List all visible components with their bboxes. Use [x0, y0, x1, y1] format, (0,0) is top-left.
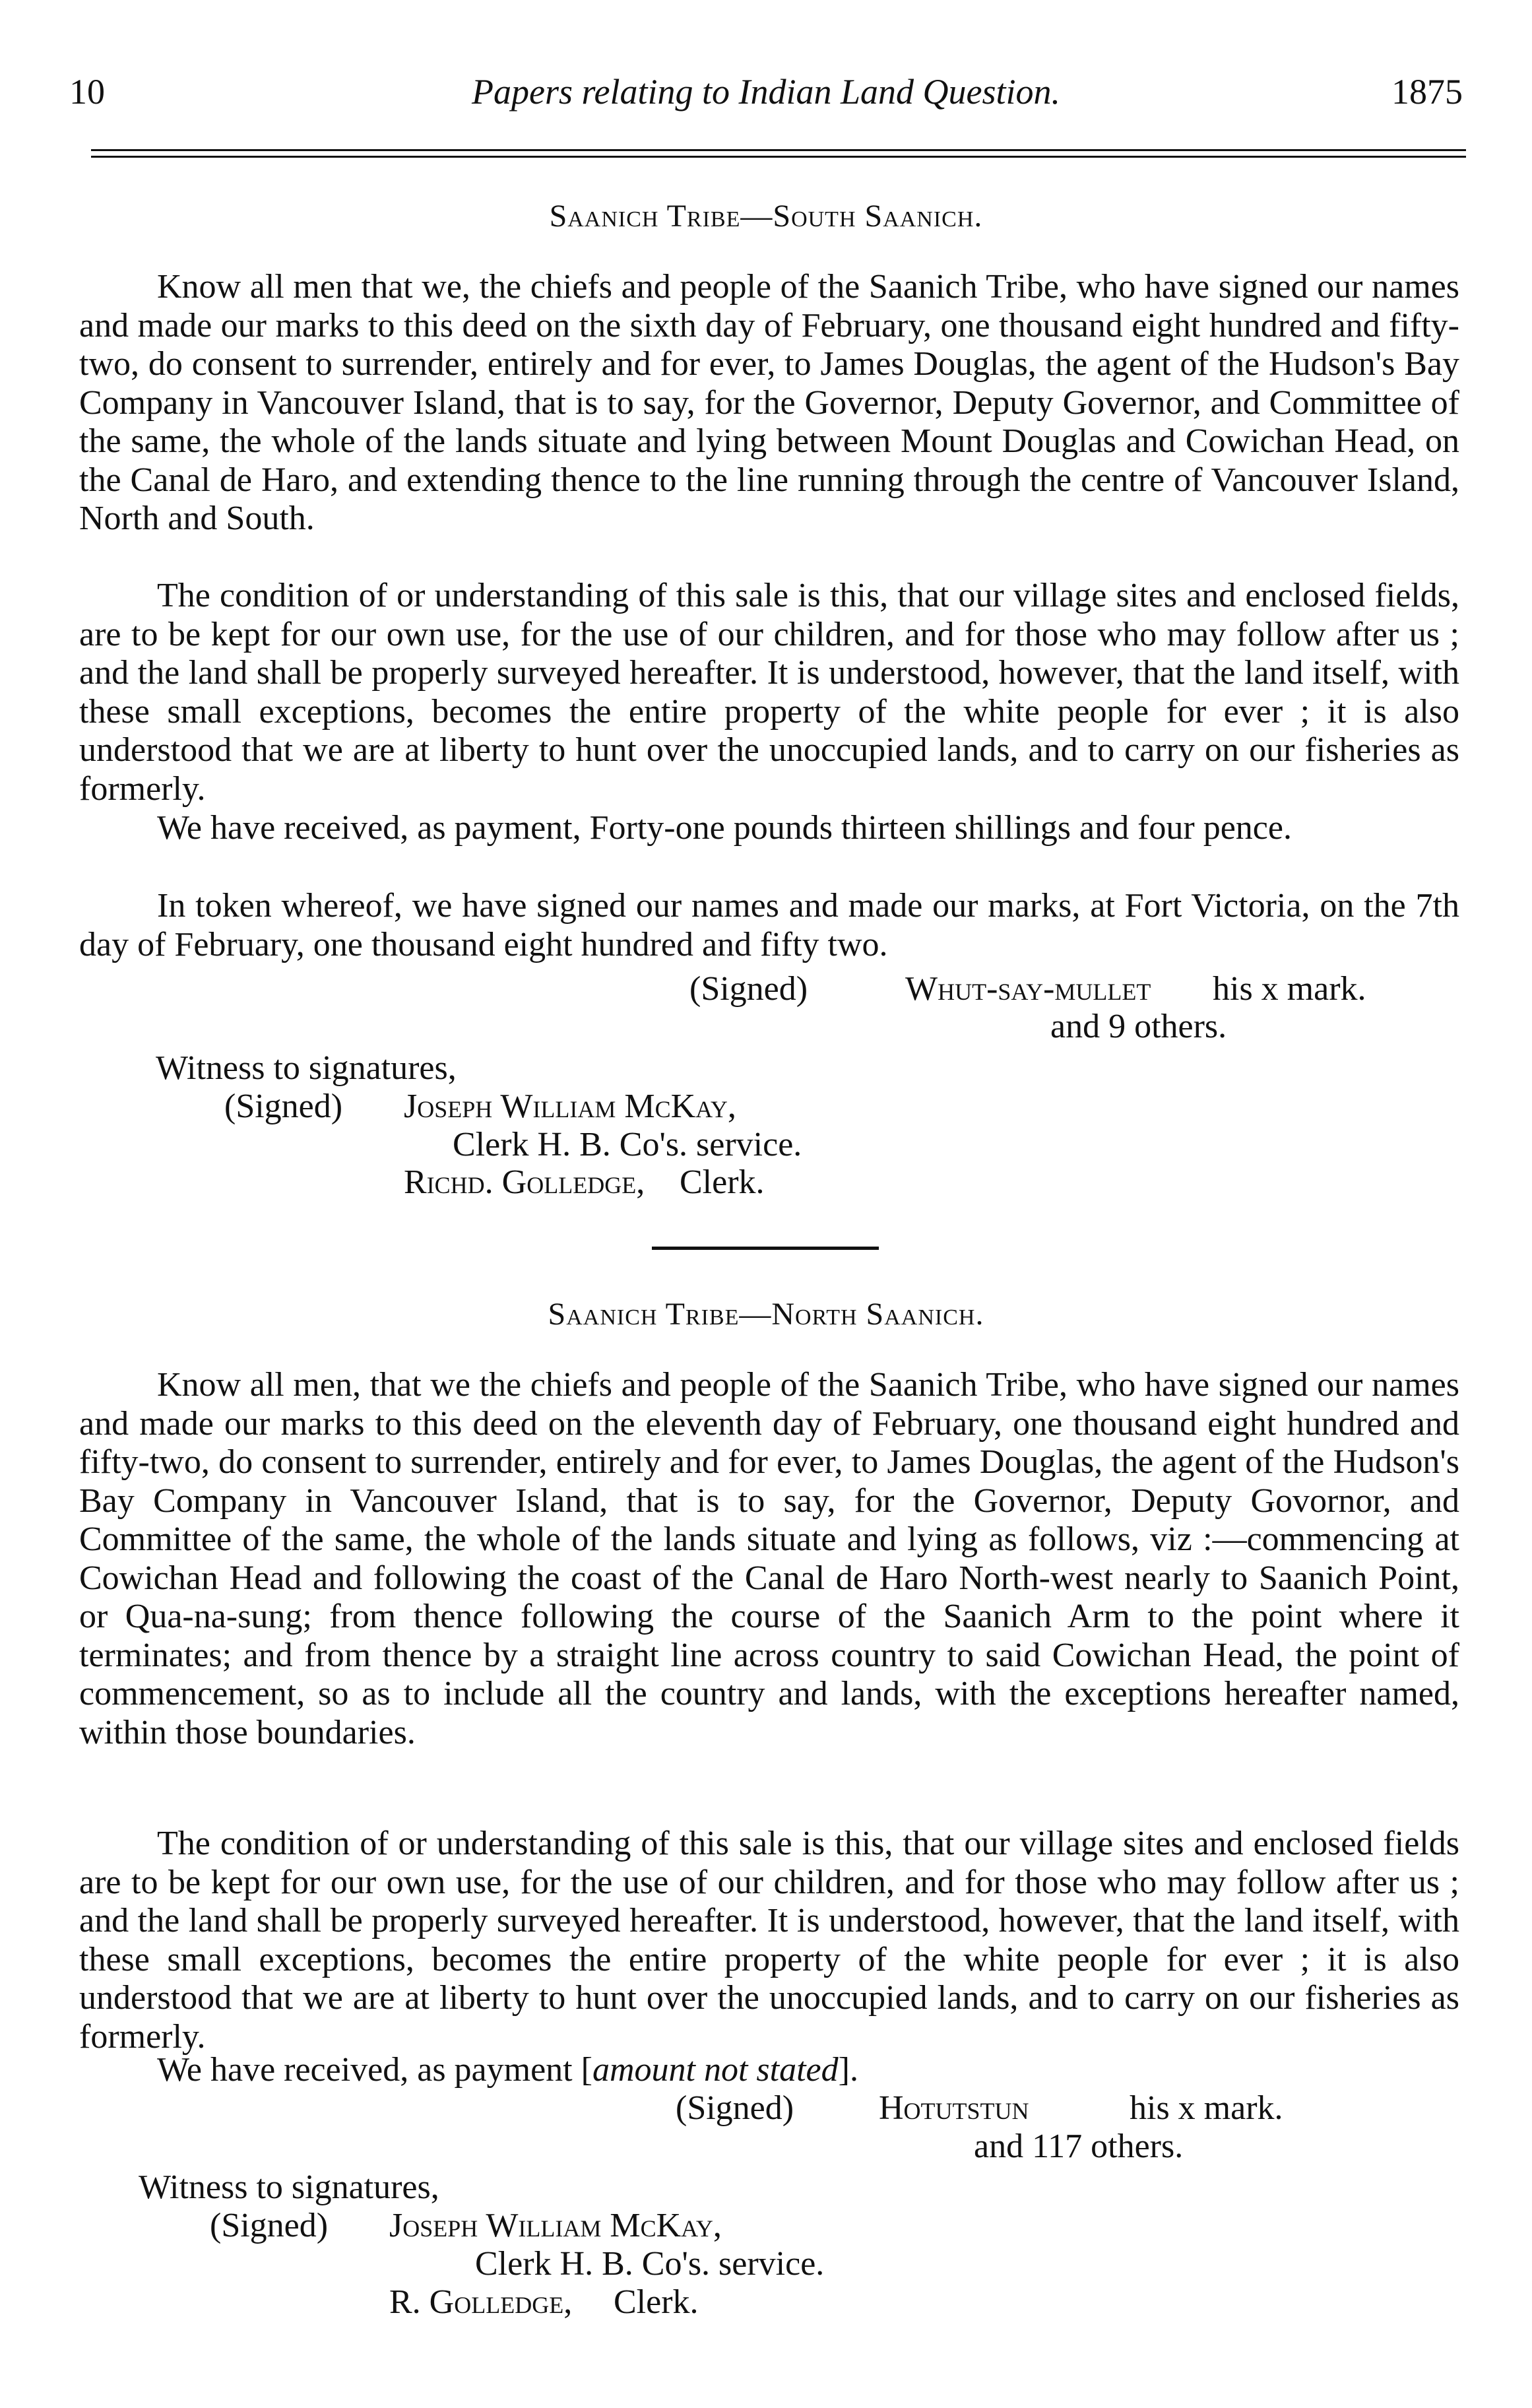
header-rule-top: [91, 149, 1466, 151]
south-witness-2-name: Richd. Golledge,: [404, 1163, 645, 1201]
south-paragraph-2: The condition of or understanding of this sale is this, that our village sites and enclosed fields, are to be kept for our own use, for the use of our children, and for those who may follow after us ; and the land shall be properly surveyed hereafter. It is understood, however, that the land itself, with these small exceptions, becomes the entire property of the white people for ever ; it is also understood that we are at liberty to hunt over the unoccupied lands, and to carry on our fisheries as formerly.: [79, 577, 1459, 808]
header-rule-bottom: [91, 156, 1466, 158]
north-paragraph-1: Know all men, that we the chiefs and people of the Saanich Tribe, who have signed our names and made our marks to this deed on the eleventh day of February, one thousand eight hundred and fifty-two, do consent to surrender, entirely and for ever, to James Douglas, the agent of the Hudson's Bay Company in Vancouver Island, that is to say, for the Governor, Deputy Govornor, and Committee of the same, the whole of the lands situate and lying as follows, viz :—commencing at Cowichan Head and following the coast of the Canal de Haro North-west nearly to Saanich Point, or Qua-na-sung; from thence following the course of the Saanich Arm to the point where it terminates; and from thence by a straight line across country to said Cowichan Head, the point of commencement, so as to include all the country and lands, with the exceptions hereafter named, within those boundaries.: [79, 1366, 1459, 1751]
north-paragraph-2: The condition of or understanding of this sale is this, that our village sites and enclosed fields are to be kept for our own use, for the use of our children, and for those who may follow after us ; and the land shall be properly surveyed hereafter. It is understood, however, that the land itself, with these small exceptions, becomes the entire property of the white people for ever ; it is also understood that we are at liberty to hunt over the unoccupied lands, and to carry on our fisheries as formerly.: [79, 1825, 1459, 2056]
north-witness-1-role: Clerk H. B. Co's. service.: [475, 2245, 825, 2283]
section-heading-south: Saanich Tribe—South Saanich.: [549, 199, 983, 234]
north-witness-2-name: R. Golledge,: [389, 2283, 573, 2321]
section-heading-north: Saanich Tribe—North Saanich.: [548, 1297, 984, 1332]
south-paragraph-3: We have received, as payment, Forty-one pounds thirteen shillings and four pence.: [157, 809, 1292, 847]
section-divider: [652, 1247, 879, 1250]
south-witness-signed: (Signed): [224, 1088, 343, 1125]
running-title: Papers relating to Indian Land Question.: [472, 72, 1060, 112]
south-paragraph-1: Know all men that we, the chiefs and people of the Saanich Tribe, who have signed our names and made our marks to this deed on the sixth day of February, one thousand eight hundred and fifty-two, do consent to surrender, entirely and for ever, to James Douglas, the agent of the Hudson's Bay Company in Vancouver Island, that is to say, for the Governor, Deputy Governor, and Committee of the same, the whole of the lands situate and lying between Mount Douglas and Cowichan Head, on the Canal de Haro, and extending thence to the line running through the centre of Vancouver Island, North and South.: [79, 268, 1459, 537]
north-witness-2-role: Clerk.: [614, 2283, 699, 2321]
south-signed-label: (Signed): [689, 970, 808, 1008]
running-header: [69, 71, 1463, 117]
page-number: 10: [69, 72, 105, 112]
south-signer-mark: his x mark.: [1213, 970, 1366, 1008]
header-year: 1875: [1391, 72, 1463, 112]
north-witness-1: Joseph William McKay,: [389, 2207, 722, 2244]
north-signer-name: Hotutstun: [879, 2089, 1029, 2127]
south-paragraph-4: In token whereof, we have signed our names and made our marks, at Fort Victoria, on the 7th day of February, one thousand eight hundred and fifty two.: [79, 887, 1459, 963]
north-signed-label: (Signed): [676, 2089, 794, 2127]
north-payment-text: We have received, as payment: [157, 2051, 573, 2089]
north-payment-note: amount not stated: [592, 2051, 839, 2089]
south-witness-2-role: Clerk.: [680, 1163, 765, 1201]
south-witness-1-role: Clerk H. B. Co's. service.: [453, 1126, 802, 1163]
north-payment-line: We have received, as payment [amount not stated].: [157, 2051, 858, 2089]
north-signer-mark: his x mark.: [1130, 2089, 1283, 2127]
south-others: and 9 others.: [1050, 1008, 1227, 1045]
north-others: and 117 others.: [974, 2128, 1184, 2165]
south-signer-name: Whut-say-mullet: [905, 970, 1151, 1008]
north-witness-label: Witness to signatures,: [139, 2168, 439, 2206]
north-witness-signed: (Signed): [210, 2207, 329, 2244]
south-witness-label: Witness to signatures,: [156, 1049, 457, 1087]
south-witness-1: Joseph William McKay,: [404, 1088, 736, 1125]
